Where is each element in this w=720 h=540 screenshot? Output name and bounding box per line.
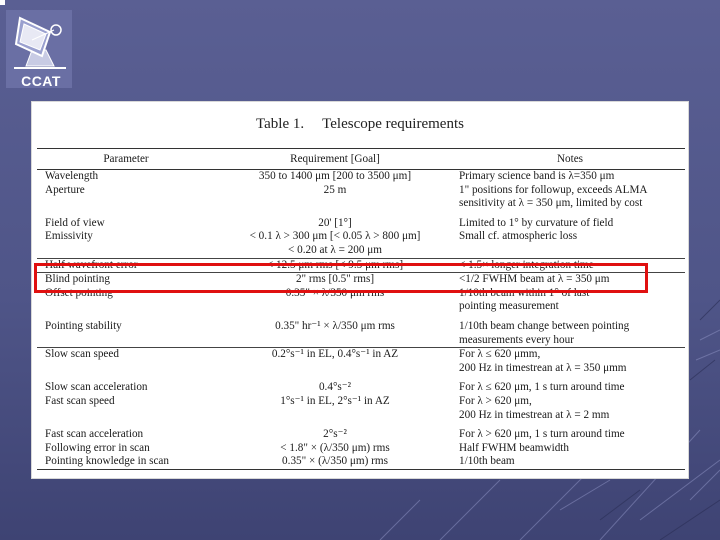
table-row [37,395,685,409]
cell-notes: Small cf. atmospheric loss [459,230,578,243]
cell-requirement: < 1.8" × (λ/350 μm) rms [280,441,390,454]
table-row [37,244,685,258]
cell-requirement: 25 m [323,183,347,196]
cell-parameter: Following error in scan [45,441,150,454]
table-row [37,197,685,211]
cell-requirement: 0.2°s⁻¹ in EL, 0.4°s⁻¹ in AZ [215,348,455,362]
cell-parameter: Pointing knowledge in scan [37,455,215,469]
cell-requirement: 0.35" hr⁻¹ × λ/350 μm rms [275,319,395,332]
cell-requirement [215,197,455,211]
table-row [37,375,685,395]
cell-parameter [37,197,215,211]
cell-notes: Primary science band is λ=350 μm [459,170,615,182]
cell-notes: 1/10th beam change between pointing [459,319,630,332]
cell-parameter: Wavelength [45,170,99,182]
cell-notes: 200 Hz in timestrean at λ = 2 mm [459,408,610,421]
caption-label: Table 1. [256,116,305,132]
cell-requirement: 20' [1°] [318,216,352,229]
table-row [37,184,685,198]
cell-parameter [37,334,215,348]
header-parameter: Parameter [37,149,215,170]
cell-requirement: 0.4°s⁻² [318,381,352,394]
cell-notes: 200 Hz in timestrean at λ = 350 μmm [459,361,627,374]
cell-parameter: Aperture [45,183,85,196]
cell-notes: 1/10th beam [455,455,685,469]
logo-text: CCAT [21,73,61,89]
requirements-table [37,148,685,470]
cell-requirement: 0.35" × (λ/350 μm) rms [215,455,455,469]
table-row [37,409,685,423]
highlight-box [34,263,648,293]
cell-notes: For λ ≤ 620 μm, 1 s turn around time [459,381,625,394]
cell-parameter: Half wavefront error [37,258,215,273]
cell-parameter: Blind pointing [37,273,215,287]
table-body [37,170,685,470]
cell-parameter [37,300,215,314]
cell-requirement: 1°s⁻¹ in EL, 2°s⁻¹ in AZ [280,394,390,407]
corner-marker [0,0,5,5]
cell-requirement: 2°s⁻² [323,428,347,441]
cell-notes: For λ > 620 μm, 1 s turn around time [459,428,625,441]
cell-requirement [215,300,455,314]
table-caption [32,116,688,133]
cell-notes: <1/2 FWHM beam at λ = 350 μm [455,273,685,287]
cell-parameter: Emissivity [45,230,93,243]
cell-notes: pointing measurement [459,300,559,313]
cell-requirement [215,409,455,423]
cell-requirement: 2" rms [0.5" rms] [215,273,455,287]
table-row [37,422,685,442]
table-row [37,334,685,348]
cell-notes: 1" positions for followup, exceeds ALMA [459,183,648,196]
table-row [37,362,685,376]
header-requirement: Requirement [Goal] [215,149,455,170]
header-notes: Notes [455,149,685,170]
cell-notes [455,244,685,258]
cell-notes: sensitivity at λ = 350 μm, limited by cost [459,197,643,210]
caption-title: Telescope requirements [322,116,464,132]
table-row [37,300,685,314]
cell-parameter: Pointing stability [45,319,122,332]
cell-parameter: Slow scan acceleration [45,381,148,394]
cell-notes: measurements every hour [459,333,574,346]
cell-requirement [215,334,455,348]
cell-requirement: < 0.1 λ > 300 μm [< 0.05 λ > 800 μm] [249,230,421,243]
cell-notes: < 1.5× longer integration time [455,258,685,273]
cell-parameter: Field of view [45,216,105,229]
table-row [37,348,685,362]
cell-notes: For λ > 620 μm, [459,394,532,407]
cell-parameter [37,362,215,376]
table-row [37,230,685,244]
table-row [37,442,685,456]
cell-parameter: Fast scan speed [45,394,115,407]
cell-notes: Limited to 1° by curvature of field [459,216,614,229]
cell-notes: Half FWHM beamwidth [459,441,569,454]
cell-requirement: < 12.5 μm rms [< 9.5 μm rms] [215,258,455,273]
cell-parameter: Offset pointing [45,286,113,299]
cell-requirement: < 0.20 at λ = 200 μm [288,243,382,256]
cell-requirement: 0.35" × λ/350 μm rms [285,286,385,299]
cell-requirement [215,362,455,376]
table-row [37,170,685,184]
table-row [37,455,685,469]
cell-parameter: Fast scan acceleration [45,428,144,441]
table-row [37,211,685,231]
cell-parameter [37,409,215,423]
cell-notes: 1/10th beam within 1° of last [459,286,590,299]
table-header-row [37,149,685,170]
cell-requirement: 350 to 1400 μm [200 to 3500 μm] [258,170,412,182]
table-row [37,314,685,334]
cell-parameter: Slow scan speed [37,348,215,362]
cell-notes: For λ ≤ 620 μmm, [455,348,685,362]
cell-parameter [37,244,215,258]
